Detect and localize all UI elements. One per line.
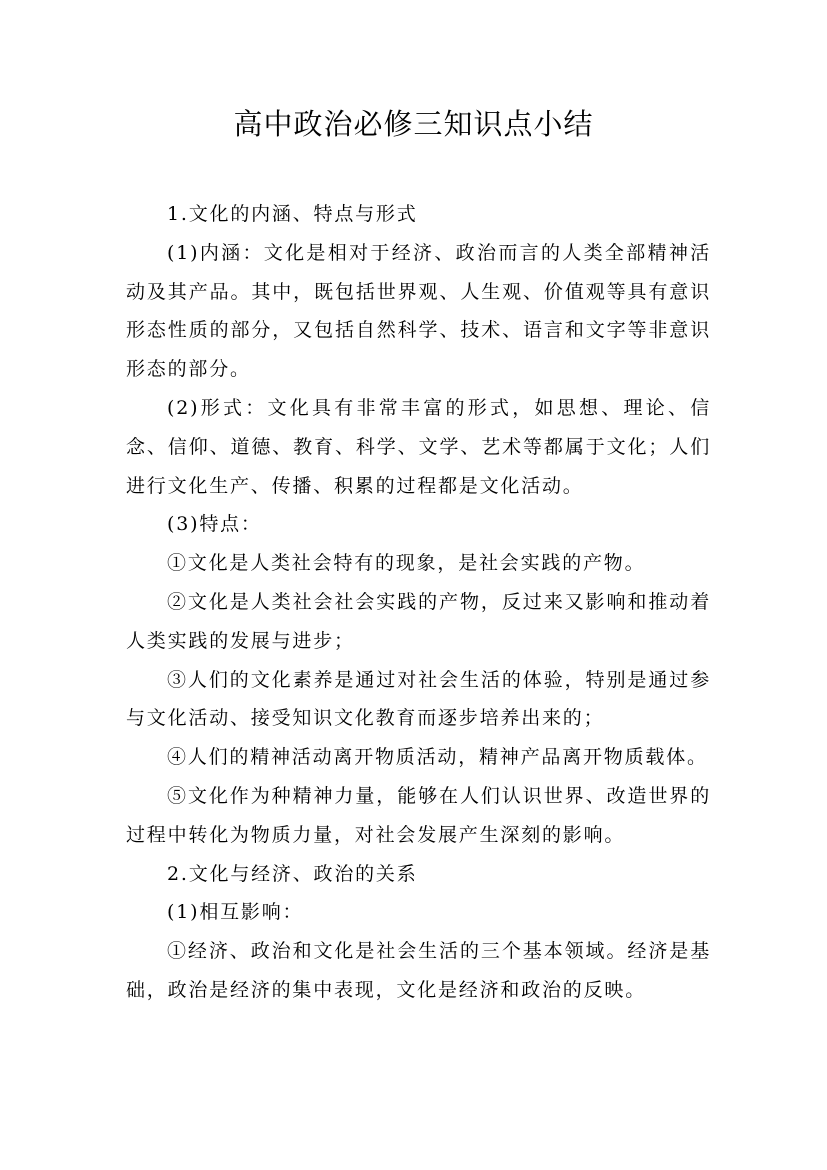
paragraph-connotation: (1)内涵：文化是相对于经济、政治而言的人类全部精神活动及其产品。其中，既包括世界观、人生观、价值观等具有意识形态性质的部分，又包括自然科学、技术、语言和文字等非意识形态的部分。 — [126, 241, 711, 381]
list-item-feature-2: ②文化是人类社会社会实践的产物，反过来又影响和推动着人类实践的发展与进步； — [126, 590, 711, 652]
paragraph-forms: (2)形式：文化具有非常丰富的形式，如思想、理论、信念、信仰、道德、教育、科学、文学、艺术等都属于文化；人们进行文化生产、传播、积累的过程都是文化活动。 — [126, 396, 711, 497]
list-item-feature-5: ⑤文化作为种精神力量，能够在人们认识世界、改造世界的过程中转化为物质力量，对社会发展产生深刻的影响。 — [126, 784, 711, 846]
list-item-feature-1: ①文化是人类社会特有的现象，是社会实践的产物。 — [167, 552, 646, 575]
list-item-feature-4: ④人们的精神活动离开物质活动，精神产品离开物质载体。 — [167, 746, 708, 769]
document-title: 高中政治必修三知识点小结 — [233, 107, 594, 141]
list-item-influence-1: ①经济、政治和文化是社会生活的三个基本领域。经济是基础，政治是经济的集中表现，文化是经济和政治的反映。 — [126, 940, 711, 1001]
section-heading-2: 2.文化与经济、政治的关系 — [167, 862, 418, 885]
document-body — [126, 195, 711, 1010]
section-heading-1: 1.文化的内涵、特点与形式 — [167, 203, 418, 225]
paragraph-features-heading: (3)特点： — [167, 513, 262, 536]
paragraph-mutual-influence-heading: (1)相互影响： — [167, 901, 304, 924]
list-item-feature-3: ③人们的文化素养是通过对社会生活的体验，特别是通过参与文化活动、接受知识文化教育而逐步培养出来的； — [126, 668, 711, 730]
